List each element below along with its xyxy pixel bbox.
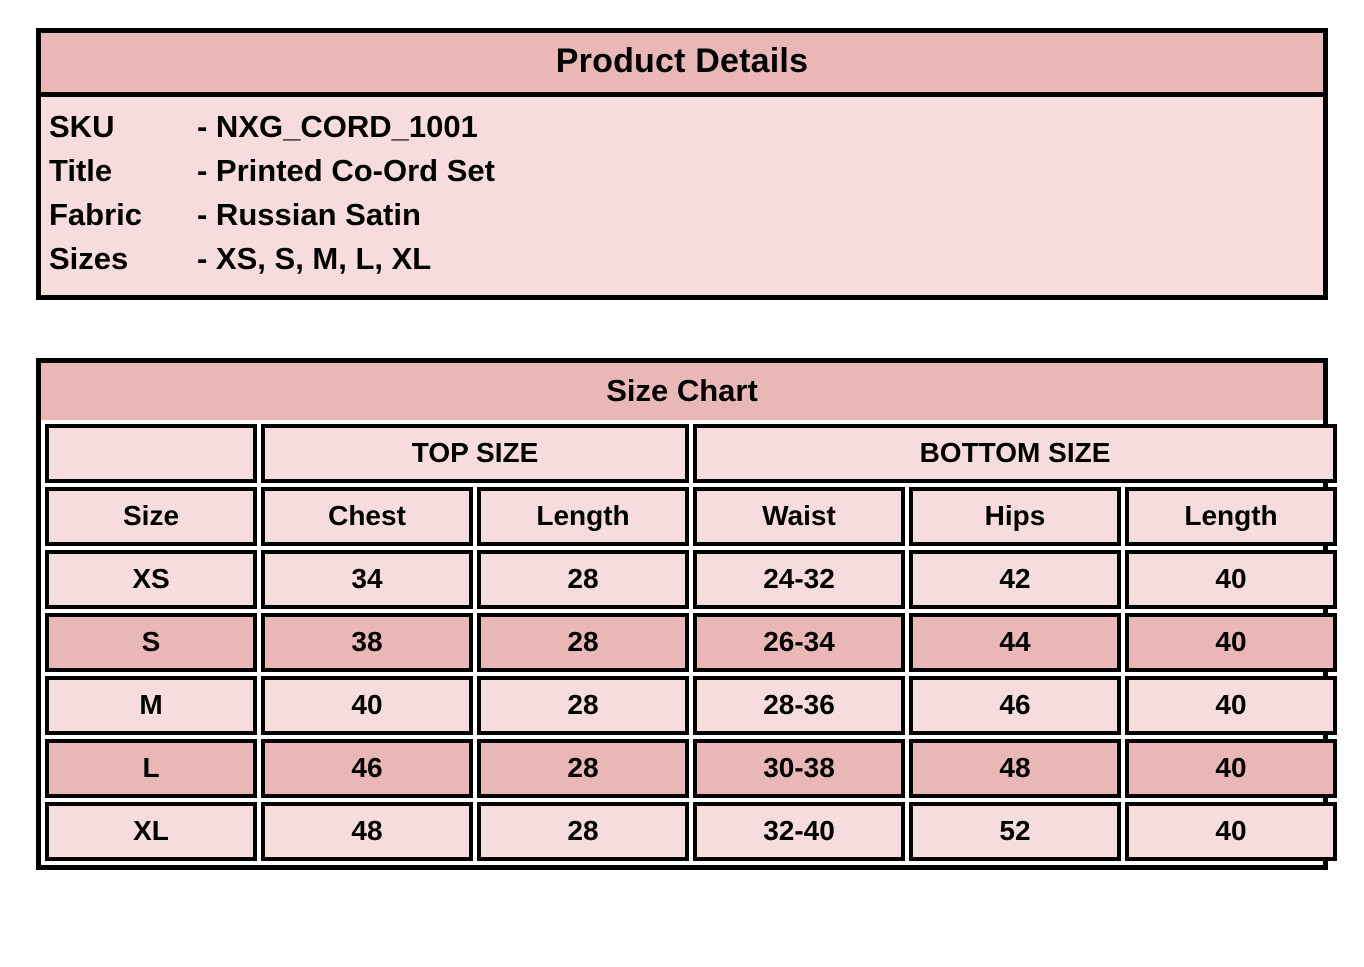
cell-size: S [45, 613, 257, 672]
cell-top-length: 28 [477, 613, 689, 672]
size-chart-block [36, 358, 1328, 870]
column-header-bottom-length: Length [1125, 487, 1337, 546]
cell-top-length: 28 [477, 550, 689, 609]
product-details-block [36, 28, 1328, 300]
product-details-body [41, 97, 1323, 295]
cell-waist: 24-32 [693, 550, 905, 609]
cell-top-length: 28 [477, 802, 689, 861]
detail-label-sizes: Sizes [49, 241, 129, 276]
cell-waist: 26-34 [693, 613, 905, 672]
product-details-header: Product Details [41, 33, 1323, 97]
cell-hips: 44 [909, 613, 1121, 672]
column-header-hips: Hips [909, 487, 1121, 546]
group-header-blank [45, 424, 257, 483]
table-row [45, 613, 1337, 672]
cell-chest: 38 [261, 613, 473, 672]
cell-bottom-length: 40 [1125, 676, 1337, 735]
cell-chest: 48 [261, 802, 473, 861]
cell-top-length: 28 [477, 739, 689, 798]
column-header-size: Size [45, 487, 257, 546]
cell-chest: 46 [261, 739, 473, 798]
cell-chest: 34 [261, 550, 473, 609]
size-chart-title: Size Chart [41, 363, 1323, 420]
cell-hips: 52 [909, 802, 1121, 861]
table-row [45, 550, 1337, 609]
detail-row-title [49, 149, 1323, 193]
cell-hips: 42 [909, 550, 1121, 609]
cell-top-length: 28 [477, 676, 689, 735]
cell-chest: 40 [261, 676, 473, 735]
cell-size: XL [45, 802, 257, 861]
detail-row-fabric [49, 193, 1323, 237]
cell-bottom-length: 40 [1125, 613, 1337, 672]
cell-size: M [45, 676, 257, 735]
section-spacer [32, 300, 1332, 358]
table-row [45, 676, 1337, 735]
cell-size: XS [45, 550, 257, 609]
detail-value-fabric: - Russian Satin [197, 197, 421, 232]
size-chart-table [41, 420, 1341, 865]
column-header-waist: Waist [693, 487, 905, 546]
cell-waist: 28-36 [693, 676, 905, 735]
group-header-top-size: TOP SIZE [261, 424, 689, 483]
cell-bottom-length: 40 [1125, 739, 1337, 798]
detail-label-title: Title [49, 153, 113, 188]
detail-label-sku: SKU [49, 109, 115, 144]
cell-size: L [45, 739, 257, 798]
column-header-top-length: Length [477, 487, 689, 546]
cell-bottom-length: 40 [1125, 802, 1337, 861]
detail-value-sku: - NXG_CORD_1001 [197, 109, 478, 144]
detail-value-title: - Printed Co-Ord Set [197, 153, 495, 188]
detail-row-sizes [49, 237, 1323, 281]
detail-label-fabric: Fabric [49, 197, 143, 232]
column-header-chest: Chest [261, 487, 473, 546]
cell-hips: 48 [909, 739, 1121, 798]
table-row [45, 802, 1337, 861]
table-row [45, 739, 1337, 798]
detail-row-sku [49, 105, 1323, 149]
cell-hips: 46 [909, 676, 1121, 735]
table-column-header-row [45, 487, 1337, 546]
cell-waist: 32-40 [693, 802, 905, 861]
group-header-bottom-size: BOTTOM SIZE [693, 424, 1337, 483]
cell-bottom-length: 40 [1125, 550, 1337, 609]
table-group-header-row [45, 424, 1337, 483]
cell-waist: 30-38 [693, 739, 905, 798]
detail-value-sizes: - XS, S, M, L, XL [197, 241, 432, 276]
